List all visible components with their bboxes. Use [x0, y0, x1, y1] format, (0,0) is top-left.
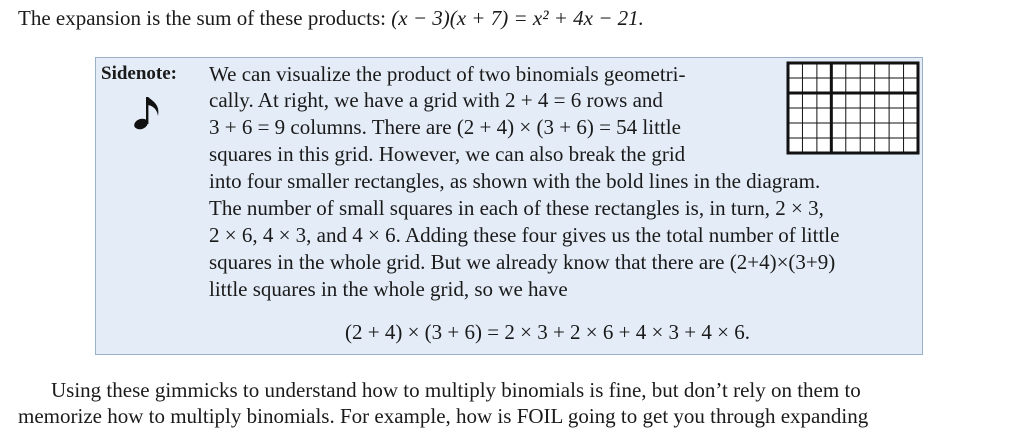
sidenote-equation: (2 + 4) × (3 + 6) = 2 × 3 + 2 × 6 + 4 × 3 + 4 × 6.: [345, 320, 750, 344]
sidenote-line-8: squares in the whole grid. But we already know that there are (2+4)×(3+9): [209, 250, 836, 274]
sidenote-label: Sidenote:: [101, 63, 177, 84]
paragraph-line-1: Using these gimmicks to understand how to multiply binomials is fine, but don’t rely on them to: [51, 378, 861, 402]
sidenote-line-4: squares in this grid. However, we can also break the grid: [209, 142, 686, 166]
intro-line: [18, 5, 644, 31]
intro-expression: (x − 3)(x + 7) = x² + 4x − 21.: [391, 6, 644, 30]
intro-text: The expansion is the sum of these products:: [18, 6, 392, 30]
sidenote-line-3: 3 + 6 = 9 columns. There are (2 + 4) × (3 + 6) = 54 little: [209, 115, 681, 139]
sidenote-line-9: little squares in the whole grid, so we have: [209, 277, 568, 301]
sidenote-line-1: We can visualize the product of two binomials geometri-: [209, 62, 686, 86]
eighth-note-icon: [132, 94, 162, 130]
sidenote-line-7: 2 × 6, 4 × 3, and 4 × 6. Adding these four gives us the total number of little: [209, 223, 840, 247]
sidenote-line-6: The number of small squares in each of these rectangles is, in turn, 2 × 3,: [209, 196, 824, 220]
sidenote-line-5: into four smaller rectangles, as shown with the bold lines in the diagram.: [209, 169, 821, 193]
sidenote-line-2: cally. At right, we have a grid with 2 + 4 = 6 rows and: [209, 88, 663, 112]
binomial-grid-diagram: [785, 60, 921, 156]
paragraph-line-2: memorize how to multiply binomials. For example, how is FOIL going to get you through expanding: [18, 404, 869, 428]
